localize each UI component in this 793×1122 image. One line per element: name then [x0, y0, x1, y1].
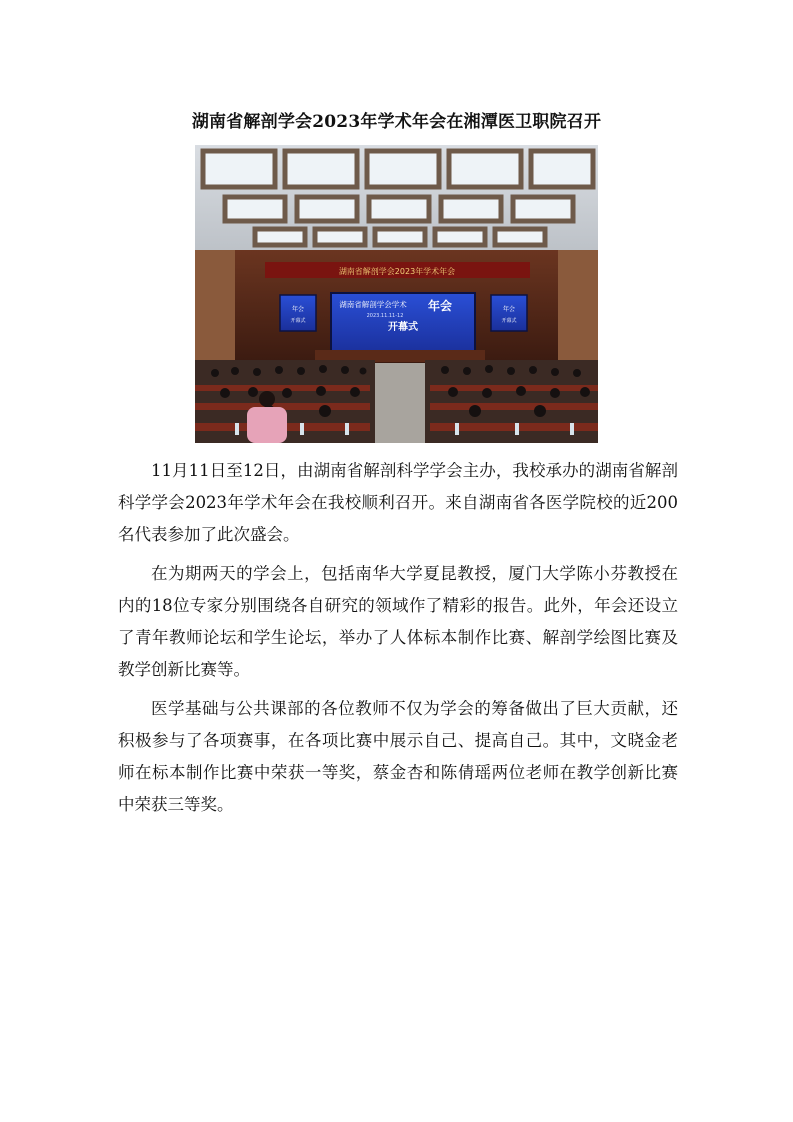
photo-banner-text: 湖南省解剖学会2023年学术年会 — [338, 267, 456, 276]
photo-right-screen-title: 年会 — [502, 306, 516, 313]
article-title: 湖南省解剖学会2023年学术年会在湘潭医卫职院召开 — [191, 112, 602, 132]
article-body — [118, 455, 678, 828]
paragraph-1: 11月11日至12日，由湖南省解剖科学学会主办，我校承办的湖南省解剖科学学会2023年学术年会在我校顺利召开。来自湖南省各医学院校的近200名代表参加了此次盛会。 — [118, 461, 678, 544]
photo-screen-title: 湖南省解剖学会学术 — [339, 300, 407, 309]
paragraph-3: 医学基础与公共课部的各位教师不仅为学会的筹备做出了巨大贡献，还积极参与了各项赛事，在各项比赛中展示自己、提高自己。其中，文晓金老师在标本制作比赛中荣获一等奖，蔡金杏和陈倩瑶两位老师在教学创新比赛中荣获三等奖。 — [118, 699, 678, 814]
photo-right-screen-sub: 开幕式 — [501, 318, 517, 324]
photo-left-screen-title: 年会 — [291, 306, 305, 313]
photo-left-screen-sub: 开幕式 — [290, 318, 306, 324]
photo-screen-subtitle: 开幕式 — [388, 322, 418, 333]
photo-screen-date: 2023.11.11-12 — [366, 313, 404, 319]
photo-screen-title-big: 年会 — [427, 299, 453, 313]
paragraph-2: 在为期两天的学会上，包括南华大学夏昆教授，厦门大学陈小芬教授在内的18位专家分别围绕各自研究的领域作了精彩的报告。此外，年会还设立了青年教师论坛和学生论坛，举办了人体标本制作比赛、解剖学绘图比赛及教学创新比赛等。 — [118, 564, 678, 679]
conference-photo — [195, 145, 598, 443]
